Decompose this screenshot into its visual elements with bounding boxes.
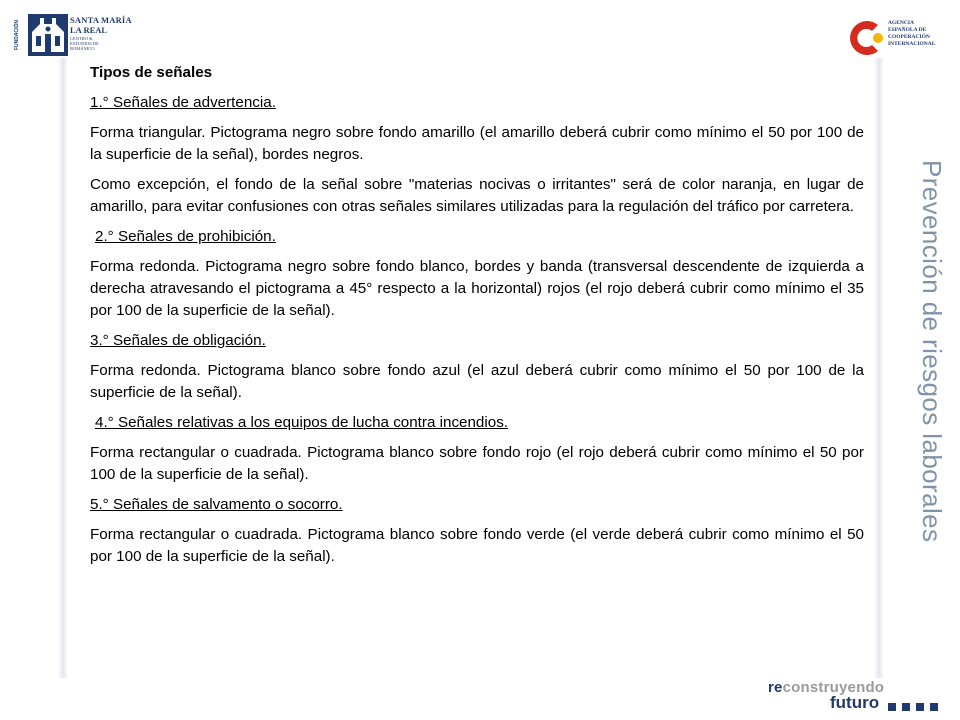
section-paragraph: Forma redonda. Pictograma negro sobre fondo blanco, bordes y banda (transversal descendente de izquierda a derecha atravesando el pictograma a 45° respecto a la horizontal) rojos (el rojo deberá cubrir como mínimo el 35 por 100 de la superficie de la señal). xyxy=(90,258,864,319)
section-title-obligacion: 3.° Señales de obligación. xyxy=(90,332,266,349)
monastery-emblem-icon xyxy=(28,14,68,56)
logo-sub-3: ROMÁNICO xyxy=(70,46,95,51)
aecid-text xyxy=(888,20,935,48)
logo-sub-2: ESTUDIOS DE xyxy=(70,41,99,46)
section-title-incendios: 4.° Señales relativas a los equipos de lucha contra incendios. xyxy=(95,414,509,431)
section-paragraph: Forma redonda. Pictograma blanco sobre fondo azul (el azul deberá cubrir como mínimo el 50 por 100 de la superficie de la señal). xyxy=(90,362,864,401)
logo-line-1: SANTA MARÍA xyxy=(70,15,132,25)
logo-santa-maria-la-real xyxy=(14,12,134,60)
logo-vertical-label: FUNDACIÓN xyxy=(14,20,20,50)
logo-subtitle xyxy=(70,36,132,51)
side-title: Prevención de riesgos laborales xyxy=(917,160,947,543)
logo-sub-1: CENTRO & xyxy=(70,36,93,41)
section-paragraph: Como excepción, el fondo de la señal sobre "materias nocivas o irritantes" será de color naranja, en lugar de amarillo, para evitar confusiones con otras señales similares utilizadas para la regulación del tráfico por carretera. xyxy=(90,176,864,215)
section-title-salvamento: 5.° Señales de salvamento o socorro. xyxy=(90,496,343,513)
square-icon xyxy=(888,703,896,711)
section-title-prohibicion: 2.° Señales de prohibición. xyxy=(95,228,276,245)
frame-line-right xyxy=(874,58,884,678)
logo-line-2: LA REAL xyxy=(70,25,108,35)
logo-aecid xyxy=(844,16,948,60)
brand-prefix: re xyxy=(768,679,783,696)
aecid-c-mark-icon xyxy=(844,16,888,60)
aecid-line-3: COOPERACIÓN xyxy=(888,34,930,40)
aecid-line-1: AGENCIA xyxy=(888,20,914,26)
main-content xyxy=(90,62,864,576)
frame-line-left xyxy=(58,58,68,678)
section-paragraph: Forma rectangular o cuadrada. Pictograma blanco sobre fondo verde (el verde deberá cubrir como mínimo el 50 por 100 de la superficie de la señal). xyxy=(90,526,864,565)
section-title-advertencia: 1.° Señales de advertencia. xyxy=(90,94,276,111)
brand-rest: construyendo xyxy=(782,679,885,696)
section-paragraph: Forma rectangular o cuadrada. Pictograma blanco sobre fondo rojo (el rojo deberá cubrir como mínimo el 50 por 100 de la superficie de la señal). xyxy=(90,444,864,483)
square-icon xyxy=(916,703,924,711)
square-icon xyxy=(930,703,938,711)
aecid-line-4: INTERNACIONAL xyxy=(888,41,936,47)
brand-squares xyxy=(888,698,944,716)
square-icon xyxy=(902,703,910,711)
brand-line-2: futuro xyxy=(830,693,880,712)
section-paragraph: Forma triangular. Pictograma negro sobre fondo amarillo (el amarillo deberá cubrir como mínimo el 50 por 100 de la superficie de la señal), bordes negros. xyxy=(90,124,864,163)
page-heading: Tipos de señales xyxy=(90,64,213,81)
aecid-line-2: ESPAÑOLA DE xyxy=(888,27,927,33)
logo-name xyxy=(70,16,132,51)
brand-reconstruyendo-futuro xyxy=(768,679,948,715)
